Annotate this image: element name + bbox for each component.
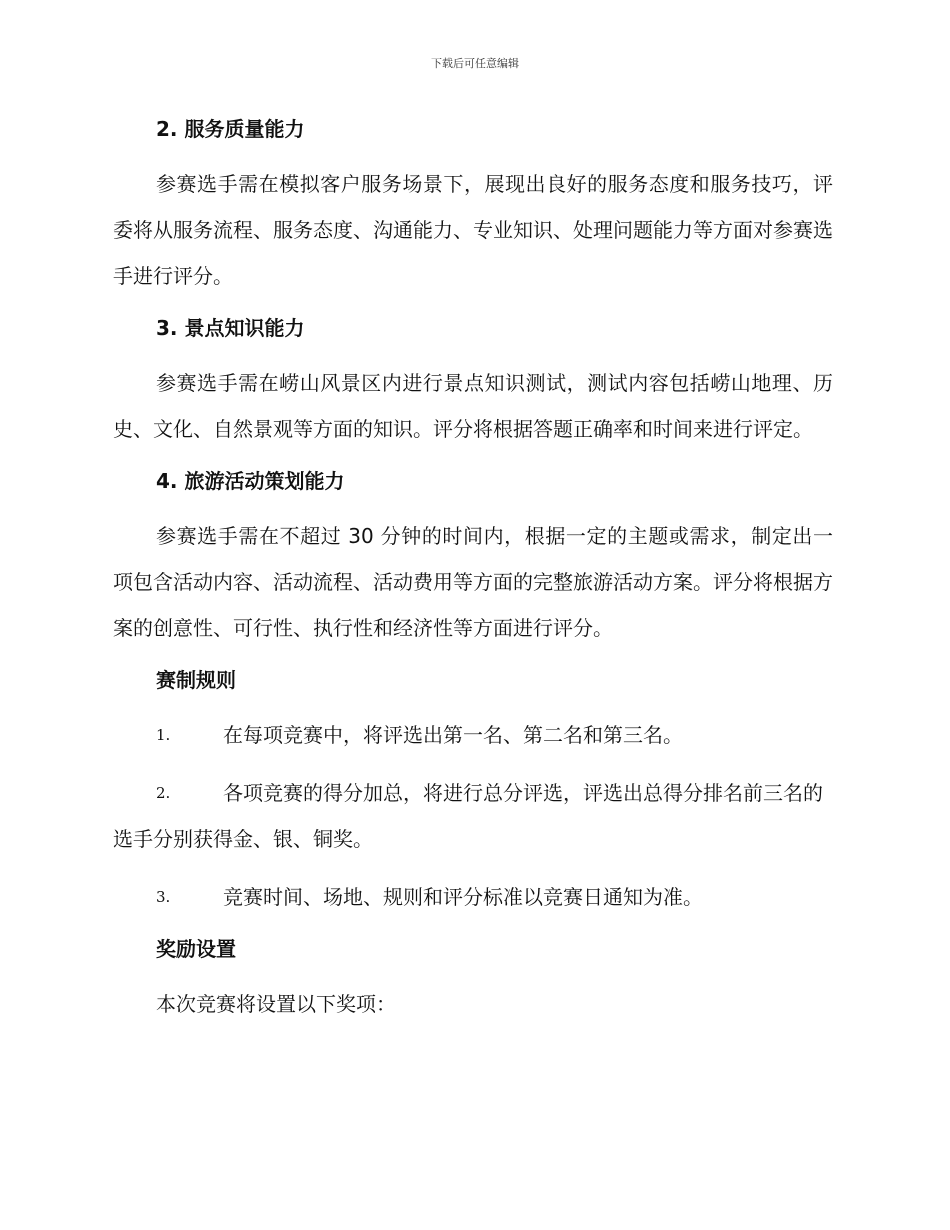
section-heading-awards: 奖励设置 [156,937,236,961]
section-heading-service-quality: 2. 服务质量能力 [156,117,305,141]
list-number: 2. [156,784,171,802]
list-number: 3. [156,888,171,906]
rules-list-item [113,874,833,920]
section-heading-scenic-knowledge: 3. 景点知识能力 [156,316,305,340]
page-header-note: 下载后可任意编辑 [431,57,519,70]
paragraph-awards-intro: 本次竞赛将设置以下奖项： [156,992,396,1016]
paragraph-activity-planning: 参赛选手需在不超过 30 分钟的时间内，根据一定的主题或需求，制定出一项包含活动内容、活动流程、活动费用等方面的完整旅游活动方案。评分将根据方案的创意性、可行性、执行性和经济性等方面进行评分。 [113,524,833,640]
paragraph-service-quality: 参赛选手需在模拟客户服务场景下，展现出良好的服务态度和服务技巧，评委将从服务流程、服务态度、沟通能力、专业知识、处理问题能力等方面对参赛选手进行评分。 [113,172,833,288]
list-item-text: 竞赛时间、场地、规则和评分标准以竞赛日通知为准。 [223,885,703,909]
rules-list-item [113,712,833,758]
section-heading-rules: 赛制规则 [156,668,236,692]
section-heading-activity-planning: 4. 旅游活动策划能力 [156,469,345,493]
rules-list-item [113,770,833,862]
list-number: 1. [156,726,171,744]
list-item-text: 在每项竞赛中，将评选出第一名、第二名和第三名。 [223,723,683,747]
list-item-text: 各项竞赛的得分加总，将进行总分评选，评选出总得分排名前三名的选手分别获得金、银、铜奖。 [113,781,823,851]
document-body [113,112,833,1027]
paragraph-scenic-knowledge: 参赛选手需在崂山风景区内进行景点知识测试，测试内容包括崂山地理、历史、文化、自然景观等方面的知识。评分将根据答题正确率和时间来进行评定。 [113,371,833,441]
